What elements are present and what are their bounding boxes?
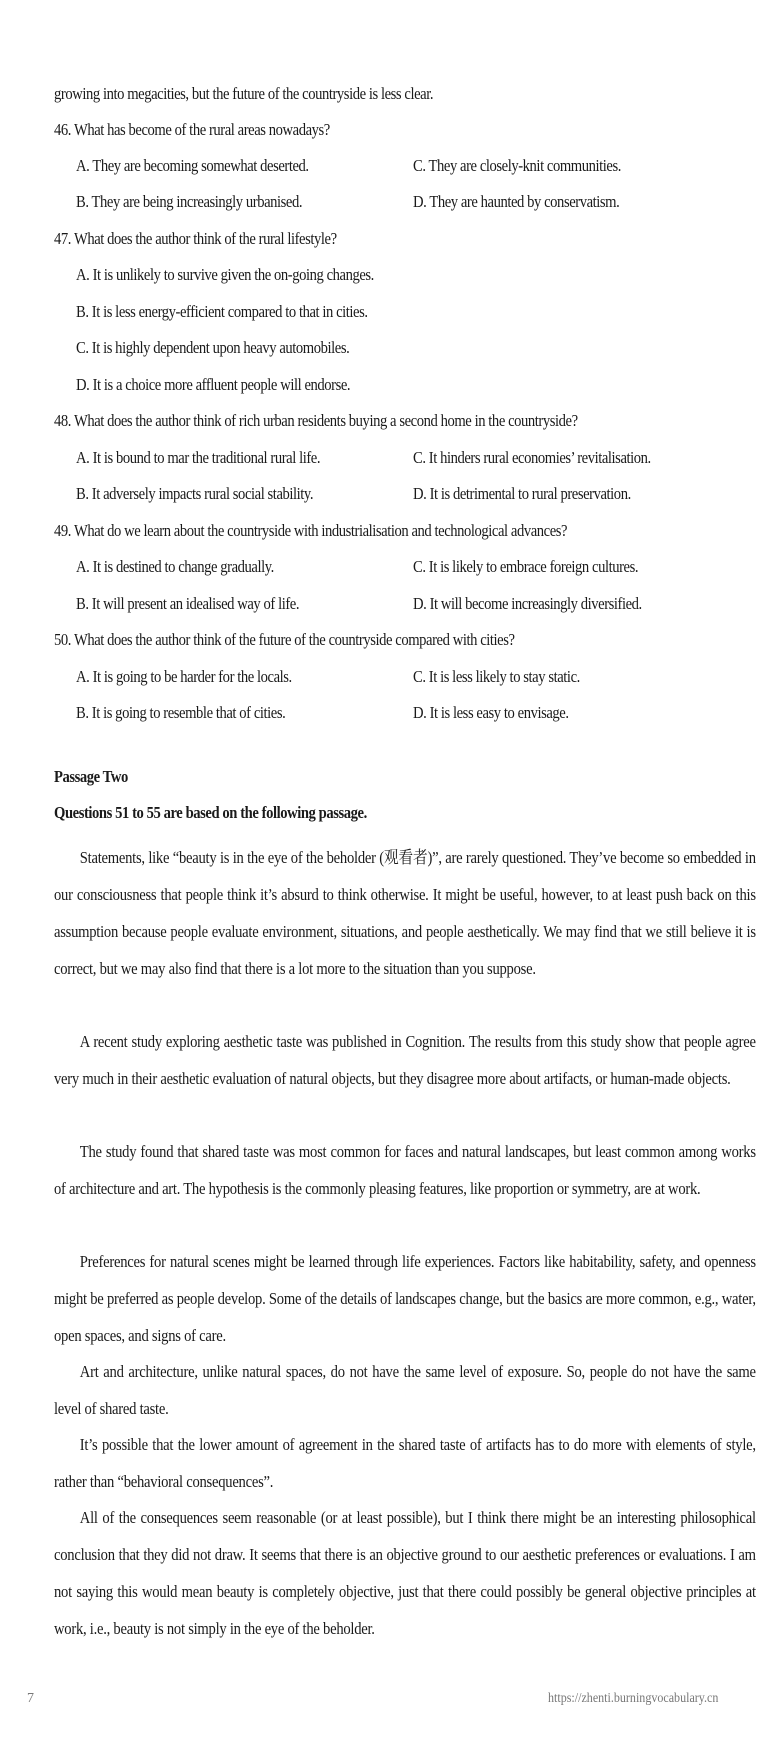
question-49-option-b: B. It will present an idealised way of life.: [76, 594, 300, 613]
question-50-option-b: B. It is going to resemble that of cities.: [76, 703, 286, 722]
question-49-stem: 49. What do we learn about the countryside with industrialisation and technological advances?: [54, 521, 568, 540]
paragraph-1: Statements, like “beauty is in the eye of the beholder (观看者)”, are rarely questioned. They’ve become so embedded in our consciousness that people think it’s absurd to think otherwise. It might be useful, however, to at least push back on this assumption because people evaluate environment, situations, and people aesthetically. We may find that we still believe it is correct, but we may also find that there is a lot more to the situation than you suppose.: [54, 848, 756, 978]
paragraph-5: Art and architecture, unlike natural spaces, do not have the same level of exposure. So, people do not have the same level of shared taste.: [54, 1362, 756, 1418]
question-50-option-a: A. It is going to be harder for the locals.: [76, 667, 292, 686]
question-50-option-c: C. It is less likely to stay static.: [413, 667, 580, 686]
paragraph-4: Preferences for natural scenes might be learned through life experiences. Factors like habitability, safety, and openness might be preferred as people develop. Some of the details of landscapes change, but the basics are more common, e.g., water, open spaces, and signs of care.: [54, 1252, 756, 1345]
question-47-option-b: B. It is less energy-efficient compared to that in cities.: [76, 302, 368, 321]
question-47-option-d: D. It is a choice more affluent people will endorse.: [76, 375, 351, 394]
question-46-option-a: A. They are becoming somewhat deserted.: [76, 156, 309, 175]
passage-title: Passage Two: [54, 767, 128, 786]
question-50-option-d: D. It is less easy to envisage.: [413, 703, 569, 722]
passage-instruction: Questions 51 to 55 are based on the following passage.: [54, 803, 367, 822]
question-49-option-a: A. It is destined to change gradually.: [76, 557, 274, 576]
question-48-option-d: D. It is detrimental to rural preservation.: [413, 484, 631, 503]
question-50-stem: 50. What does the author think of the future of the countryside compared with cities?: [54, 630, 515, 649]
question-48-option-b: B. It adversely impacts rural social stability.: [76, 484, 314, 503]
paragraph-2: A recent study exploring aesthetic taste was published in Cognition. The results from this study show that people agree very much in their aesthetic evaluation of natural objects, but they disagree more about artifacts, or human-made objects.: [54, 1032, 756, 1088]
question-46-option-d: D. They are haunted by conservatism.: [413, 192, 620, 211]
question-46-stem: 46. What has become of the rural areas nowadays?: [54, 120, 330, 139]
footer-url: https://zhenti.burningvocabulary.cn: [548, 1691, 719, 1706]
question-49-option-c: C. It is likely to embrace foreign cultures.: [413, 557, 639, 576]
question-46-option-b: B. They are being increasingly urbanised.: [76, 192, 303, 211]
intro-line: growing into megacities, but the future of the countryside is less clear.: [54, 84, 434, 103]
page-number: 7: [27, 1691, 34, 1706]
question-48-option-c: C. It hinders rural economies’ revitalisation.: [413, 448, 651, 467]
question-49-option-d: D. It will become increasingly diversified.: [413, 594, 642, 613]
paragraph-3: The study found that shared taste was most common for faces and natural landscapes, but least common among works of architecture and art. The hypothesis is the commonly pleasing features, like proportion or symmetry, are at work.: [54, 1142, 756, 1198]
paragraph-6: It’s possible that the lower amount of agreement in the shared taste of artifacts has to do more with elements of style, rather than “behavioral consequences”.: [54, 1435, 756, 1491]
question-47-stem: 47. What does the author think of the rural lifestyle?: [54, 229, 337, 248]
question-47-option-c: C. It is highly dependent upon heavy automobiles.: [76, 338, 350, 357]
question-47-option-a: A. It is unlikely to survive given the on-going changes.: [76, 265, 374, 284]
question-48-option-a: A. It is bound to mar the traditional rural life.: [76, 448, 321, 467]
question-46-option-c: C. They are closely-knit communities.: [413, 156, 621, 175]
question-48-stem: 48. What does the author think of rich urban residents buying a second home in the countryside?: [54, 411, 578, 430]
paragraph-7: All of the consequences seem reasonable (or at least possible), but I think there might be an interesting philosophical conclusion that they did not draw. It seems that there is an objective ground to our aesthetic preferences or evaluations. I am not saying this would mean beauty is completely objective, just that there could possibly be general objective principles at work, i.e., beauty is not simply in the eye of the beholder.: [54, 1508, 756, 1638]
